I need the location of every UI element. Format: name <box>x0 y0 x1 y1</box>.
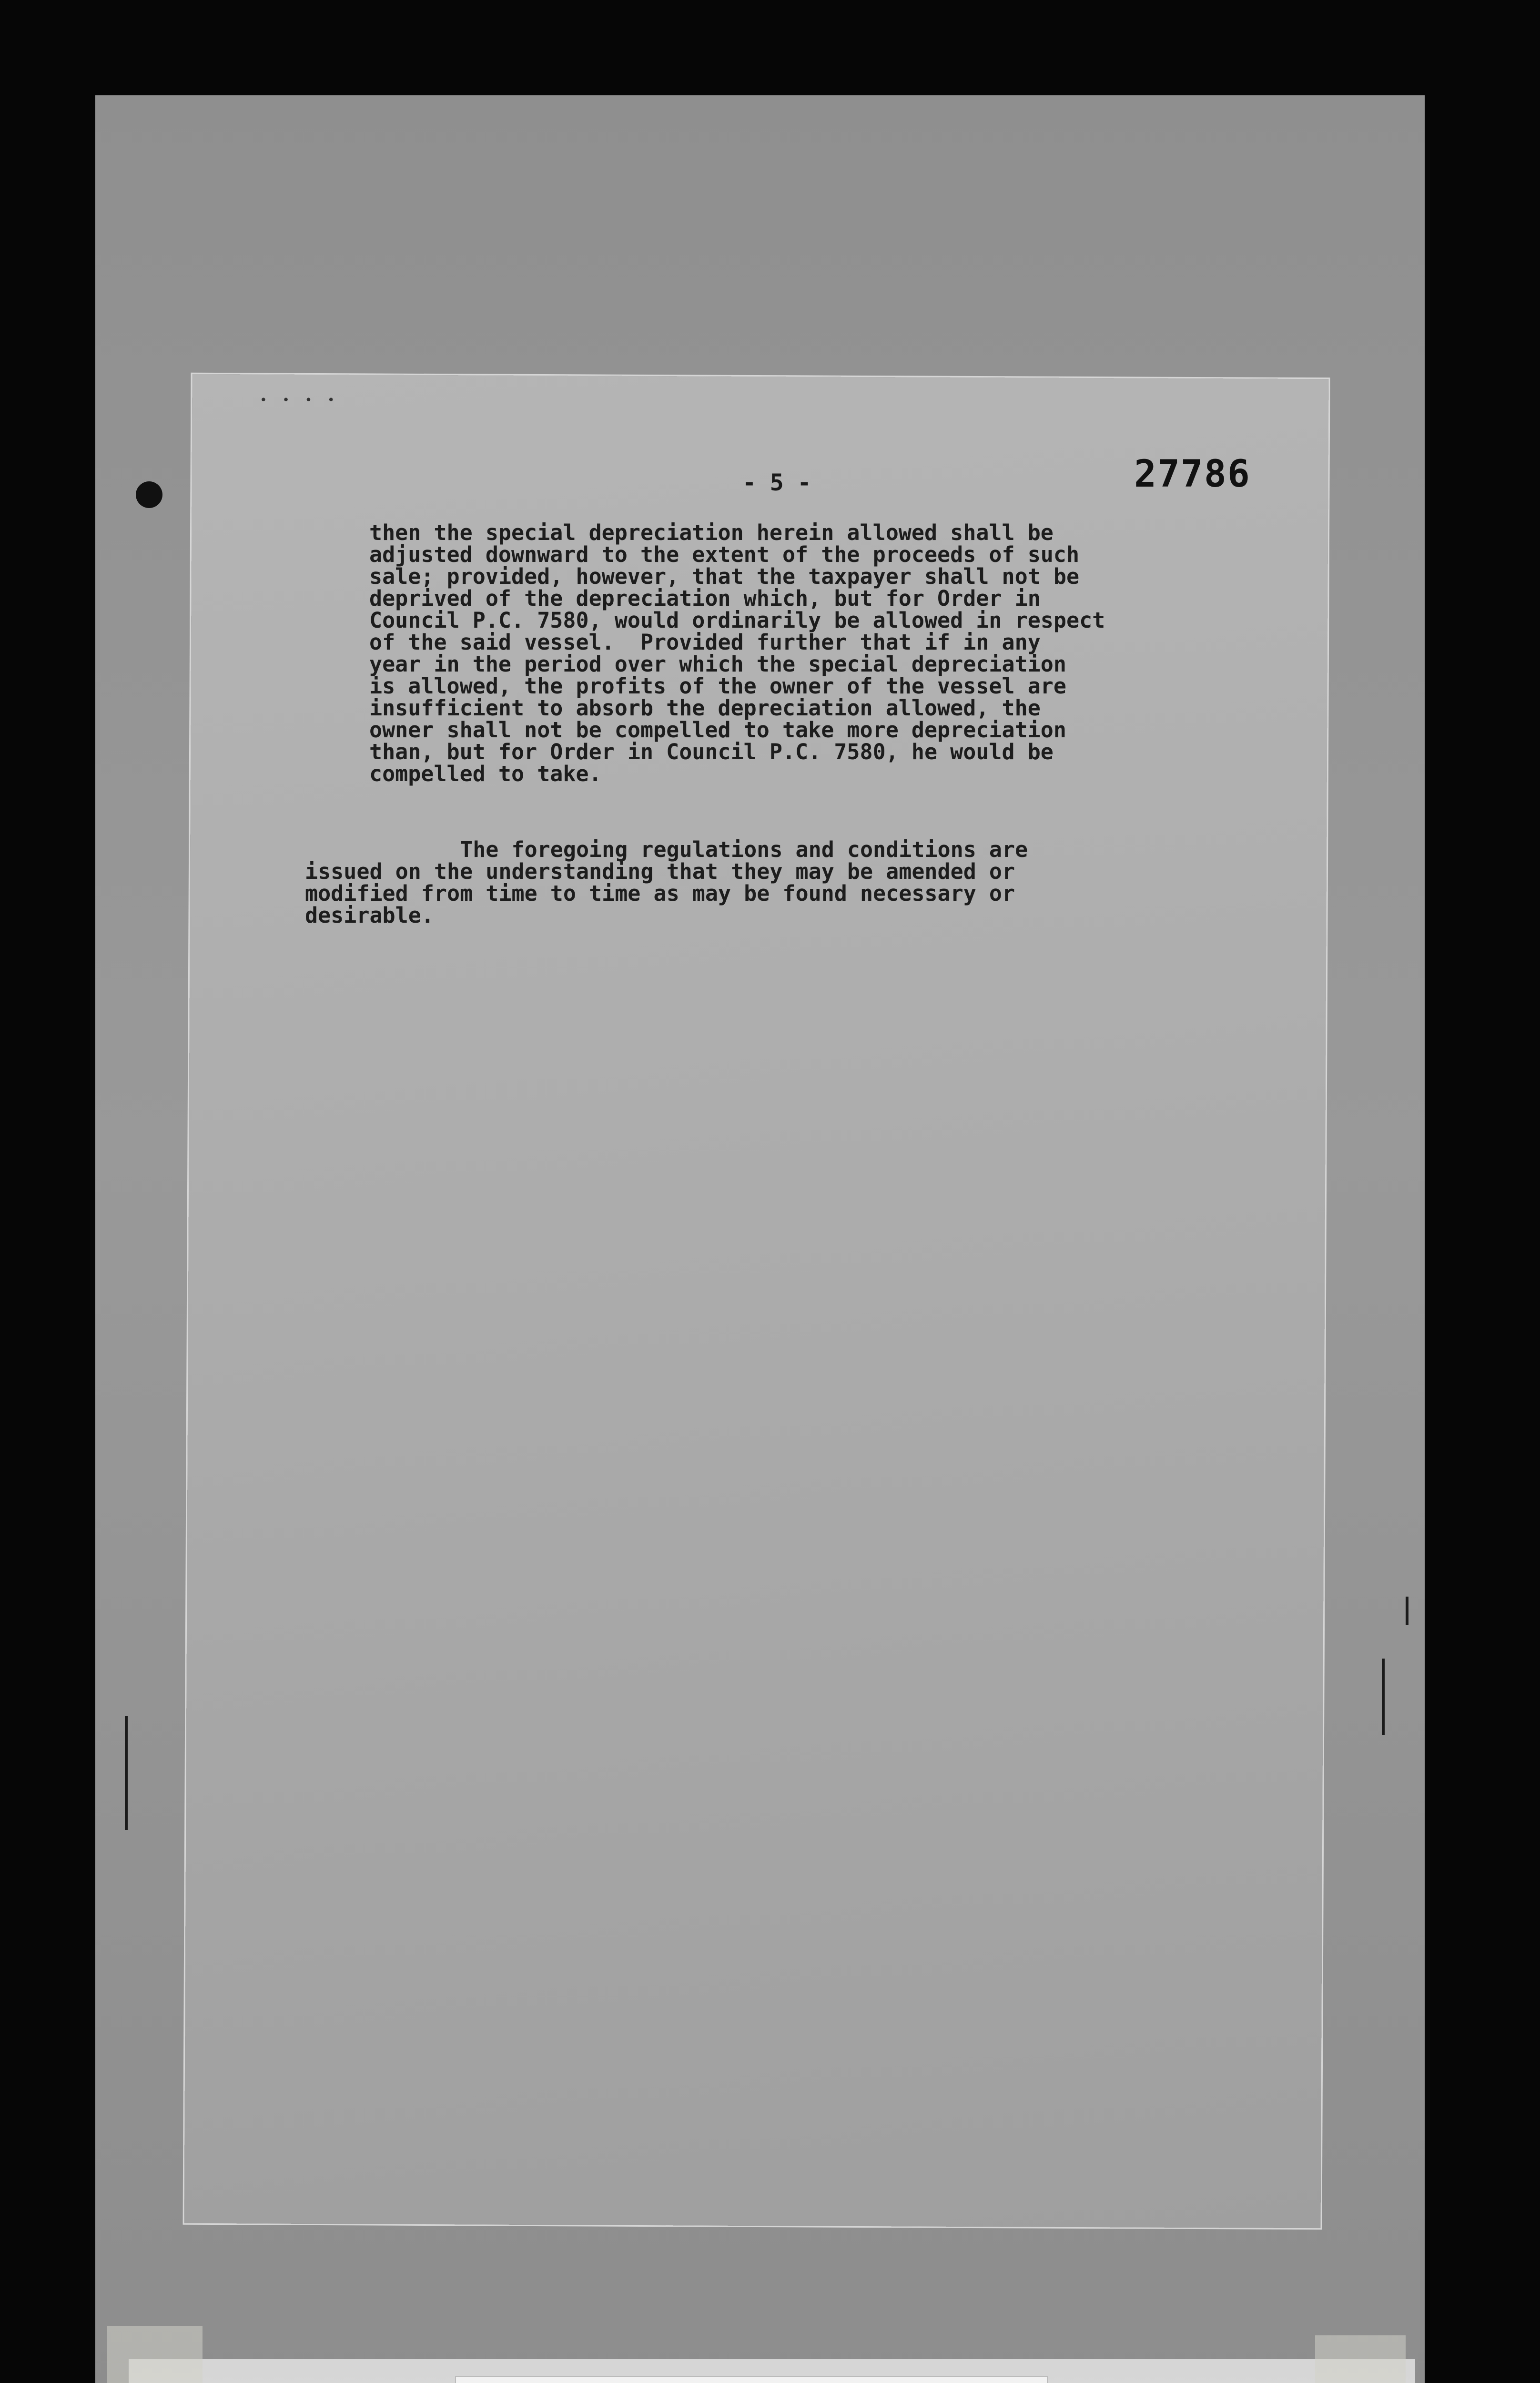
film-scratch <box>125 1716 128 1830</box>
film-scratch <box>1406 1597 1408 1625</box>
page-number: - 5 - <box>742 469 811 496</box>
film-scratch <box>1382 1659 1385 1735</box>
body-paragraph-2: The foregoing regulations and conditions are issued on the understanding that they may be amended or modified from time to time as may be found necessary or desirable. <box>305 837 1028 928</box>
body-paragraph-1: then the special depreciation herein allowed shall be adjusted downward to the extent of the proceeds of such sale; provided, however, that the taxpayer shall not be deprived of the depreciation which, but for Order in Council P.C. 7580, would ordinarily be allowed in respect of the said vessel. Provided further that if in any year in the period over which the special depreciation is allowed, the profits of the owner of the vessel are insufficient to absorb the depreciation allowed, the owner shall not be compelled to take more depreciation than, but for Order in Council P.C. 7580, he would be compelled to take. <box>369 520 1105 786</box>
collection-label <box>455 2376 1048 2383</box>
tape-piece <box>1315 2335 1406 2383</box>
tape-piece <box>107 2326 203 2383</box>
folio-number: 27786 <box>1134 453 1251 496</box>
punch-hole <box>136 481 162 508</box>
corner-mark: • • • • <box>260 393 339 407</box>
